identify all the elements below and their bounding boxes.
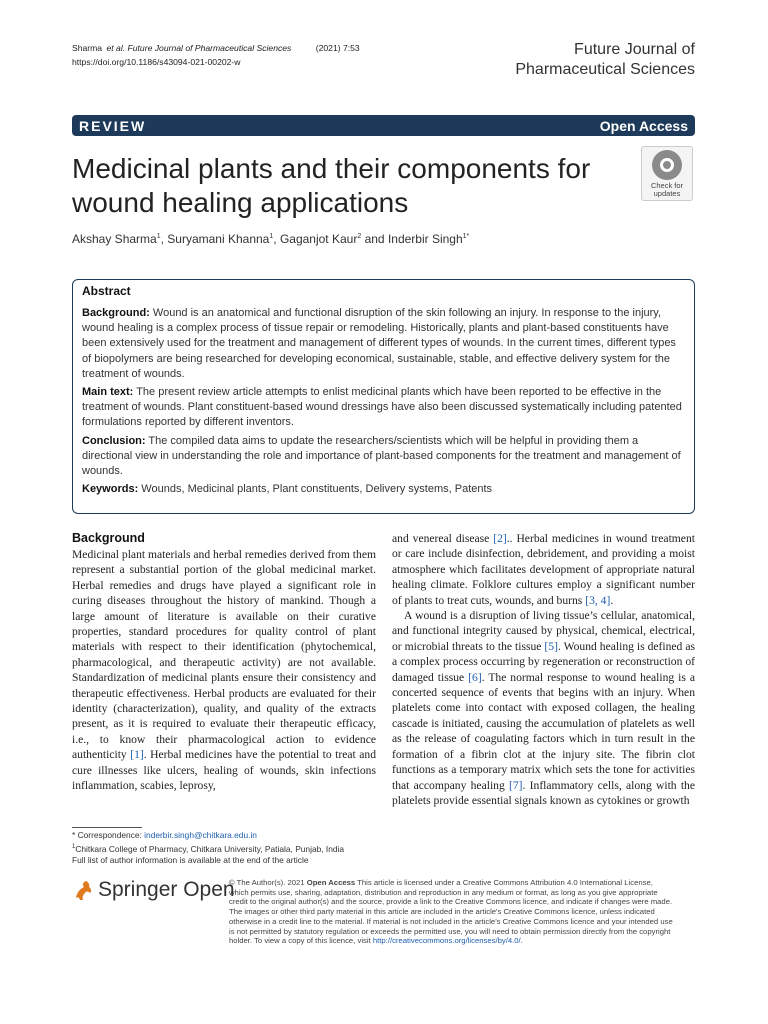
article-title bbox=[72, 152, 632, 220]
author-affiliation: 1* bbox=[462, 233, 470, 240]
correspondence-line: * Correspondence: inderbir.singh@chitkara.edu.in bbox=[72, 830, 257, 840]
body-right-column bbox=[392, 531, 695, 808]
citation-link[interactable]: [5] bbox=[544, 639, 558, 653]
author-list: Akshay Sharma$^1$, Suryamani Khanna$^1$, Gaganjot Kaur$^2$ and Inderbir Singh$^{1*}$ bbox=[72, 232, 470, 246]
footnote-divider bbox=[72, 827, 142, 828]
license-notice: © The Author(s). 2021 Open Access This article is licensed under a Creative Commons Attribution 4.0 International License, which permits use, sharing, adaptation, distribution and reproduction in any medium or format, as long as you give appropriate credit to the original author(s) and the source, provide a link to the Creative Commons licence, and indicate if changes were made. The images or other third party material in this article are included in the article's Creative Commons licence, unless indicated otherwise in a credit line to the material. If material is not included in the article's Creative Commons licence and your intended use is not permitted by statutory regulation or exceeds the permitted use, you will need to obtain permission directly from the copyright holder. To view a copy of this licence, visit http://creativecommons.org/licenses/by/4.0/. bbox=[229, 878, 673, 946]
citation-journal: Future Journal of Pharmaceutical Sciences bbox=[127, 43, 292, 53]
check-for-updates-badge[interactable] bbox=[641, 146, 693, 201]
author-name: Gaganjot Kaur bbox=[279, 232, 358, 246]
abstract-main-text: Main text: The present review article attempts to enlist medicinal plants which have been reported to be effective in the treatment of wounds. Plant constituent-based wound dressings have also been discussed systematically including patented formulations reported by different inventors. bbox=[82, 386, 682, 429]
author-affiliation: 2 bbox=[357, 233, 362, 240]
abstract-heading: Abstract bbox=[82, 284, 131, 298]
citation-link[interactable]: [1] bbox=[130, 748, 144, 762]
article-type-label: REVIEW bbox=[79, 117, 147, 134]
citation-link[interactable]: [3, 4] bbox=[585, 593, 611, 607]
citation-link[interactable]: [6] bbox=[468, 670, 482, 684]
license-url-link[interactable]: http://creativecommons.org/licenses/by/4.0/ bbox=[372, 936, 521, 946]
journal-name bbox=[515, 40, 695, 80]
citation-etal: et al. bbox=[106, 43, 126, 53]
open-access-label: Open Access bbox=[599, 117, 688, 134]
check-updates-label: Check for updates bbox=[650, 181, 684, 198]
citation-year-volume: (2021) 7:53 bbox=[315, 43, 360, 53]
springer-horse-icon bbox=[72, 878, 94, 902]
citation-link[interactable]: [2] bbox=[493, 532, 507, 545]
author-affiliation: 1 bbox=[156, 233, 161, 240]
abstract-box bbox=[72, 279, 695, 514]
footnotes bbox=[72, 830, 382, 866]
citation-link[interactable]: [7] bbox=[509, 778, 523, 792]
body-paragraph: A wound is a disruption of living tissue’s cellular, anatomical, and functional integrity caused by physical, chemical, electrical, or microbial threats to the tissue [5]. Wound healing is defined as a complex process occurring by regeneration or reconstruction of damaged tissue [6]. The normal response to wound healing is a concerted sequence of events that begins with an injury. When platelets come into contact with exposed collagen, the healing cascade is initiated, causing the accumulation of platelets as well as the release of coagulating factors which in turn result in the formation of a fibrin clot at the injury site. The fibrin clot functions as a temporary matrix which sets the tone for activities that accompany healing [7]. Inflammatory cells, along with the platelets provide essential signals known as cytokines or growth bbox=[392, 609, 696, 807]
author-name: Suryamani Khanna bbox=[167, 232, 270, 246]
citation-header bbox=[72, 42, 362, 69]
affiliation-line: $^1$Chitkara College of Pharmacy, Chitkara University, Patiala, Punjab, India bbox=[72, 843, 345, 854]
article-type-banner bbox=[72, 115, 695, 136]
body-paragraph: Medicinal plant materials and herbal remedies derived from them represent a substantial portion of the global medicinal market. Herbal remedies and drugs have played a significant role in curing diseases throughout the history of mankind. Though a large amount of literature is available on their curative properties, standard procedures for quality control of plant materials with respect to their identification (phytochemical, pharmacological, and therapeutic activity) are not available. Standardization of medicinal plants ensure their consistency and therapeutic effectiveness. Herbal products are evaluated for their identity (characterization), quality, and quality of the extracts present, as it is required to evaluate their therapeutic efficacy, i.e., to know their pharmacological action to evidence authenticity [1]. Herbal medicines have the potential to treat and cure illnesses like ulcers, healing of wounds, skin infections inflammation, scabies, leprosy, bbox=[72, 548, 376, 793]
springer-open-logo: Springer Open bbox=[72, 878, 235, 902]
full-author-info-note: Full list of author information is available at the end of the article bbox=[72, 854, 309, 865]
journal-name-line1: Future Journal of bbox=[574, 41, 695, 58]
citation-authors: Sharma bbox=[72, 43, 103, 53]
check-updates-icon bbox=[652, 150, 682, 180]
title-line2: wound healing applications bbox=[72, 187, 409, 218]
title-line1: Medicinal plants and their components for bbox=[72, 153, 591, 184]
abstract-conclusion: Conclusion: The compiled data aims to update the researchers/scientists which will be helpful in providing them a directional view in understanding the role and importance of plant-based components for the treatment and management of wounds. bbox=[82, 434, 681, 478]
journal-name-line2: Pharmaceutical Sciences bbox=[515, 61, 695, 78]
author-affiliation: 1 bbox=[269, 233, 274, 240]
body-left-column bbox=[72, 530, 376, 794]
correspondence-email-link[interactable]: inderbir.singh@chitkara.edu.in bbox=[144, 830, 257, 840]
author-name: Akshay Sharma bbox=[72, 232, 157, 246]
abstract-keywords: Keywords: Wounds, Medicinal plants, Plant constituents, Delivery systems, Patents bbox=[82, 483, 493, 496]
section-heading-background: Background bbox=[72, 531, 145, 545]
body-paragraph: and venereal disease [2].. Herbal medicines in wound treatment or care include disinfection, debridement, and providing a moist atmosphere which facilitates development of appropriate natural healing climate. Folklore cultures employ a significant number of plants to treat cuts, wounds, and burns [3, 4]. bbox=[392, 532, 695, 607]
author-name: Inderbir Singh bbox=[387, 232, 463, 246]
doi-link[interactable]: https://doi.org/10.1186/s43094-021-00202-w bbox=[72, 56, 241, 67]
abstract-background: Background: Wound is an anatomical and functional disruption of the skin following an injury. In response to the injury, wound healing is a complex process of tissue repair or remodeling. Historically, plants and plant-based constituents have been extensively used for the treatment and management of different types of wounds. In the current times, different types of biopolymers are being researched for developing economical, sustainable, stable, and effective delivery system for the treatment of wounds. bbox=[82, 307, 676, 380]
